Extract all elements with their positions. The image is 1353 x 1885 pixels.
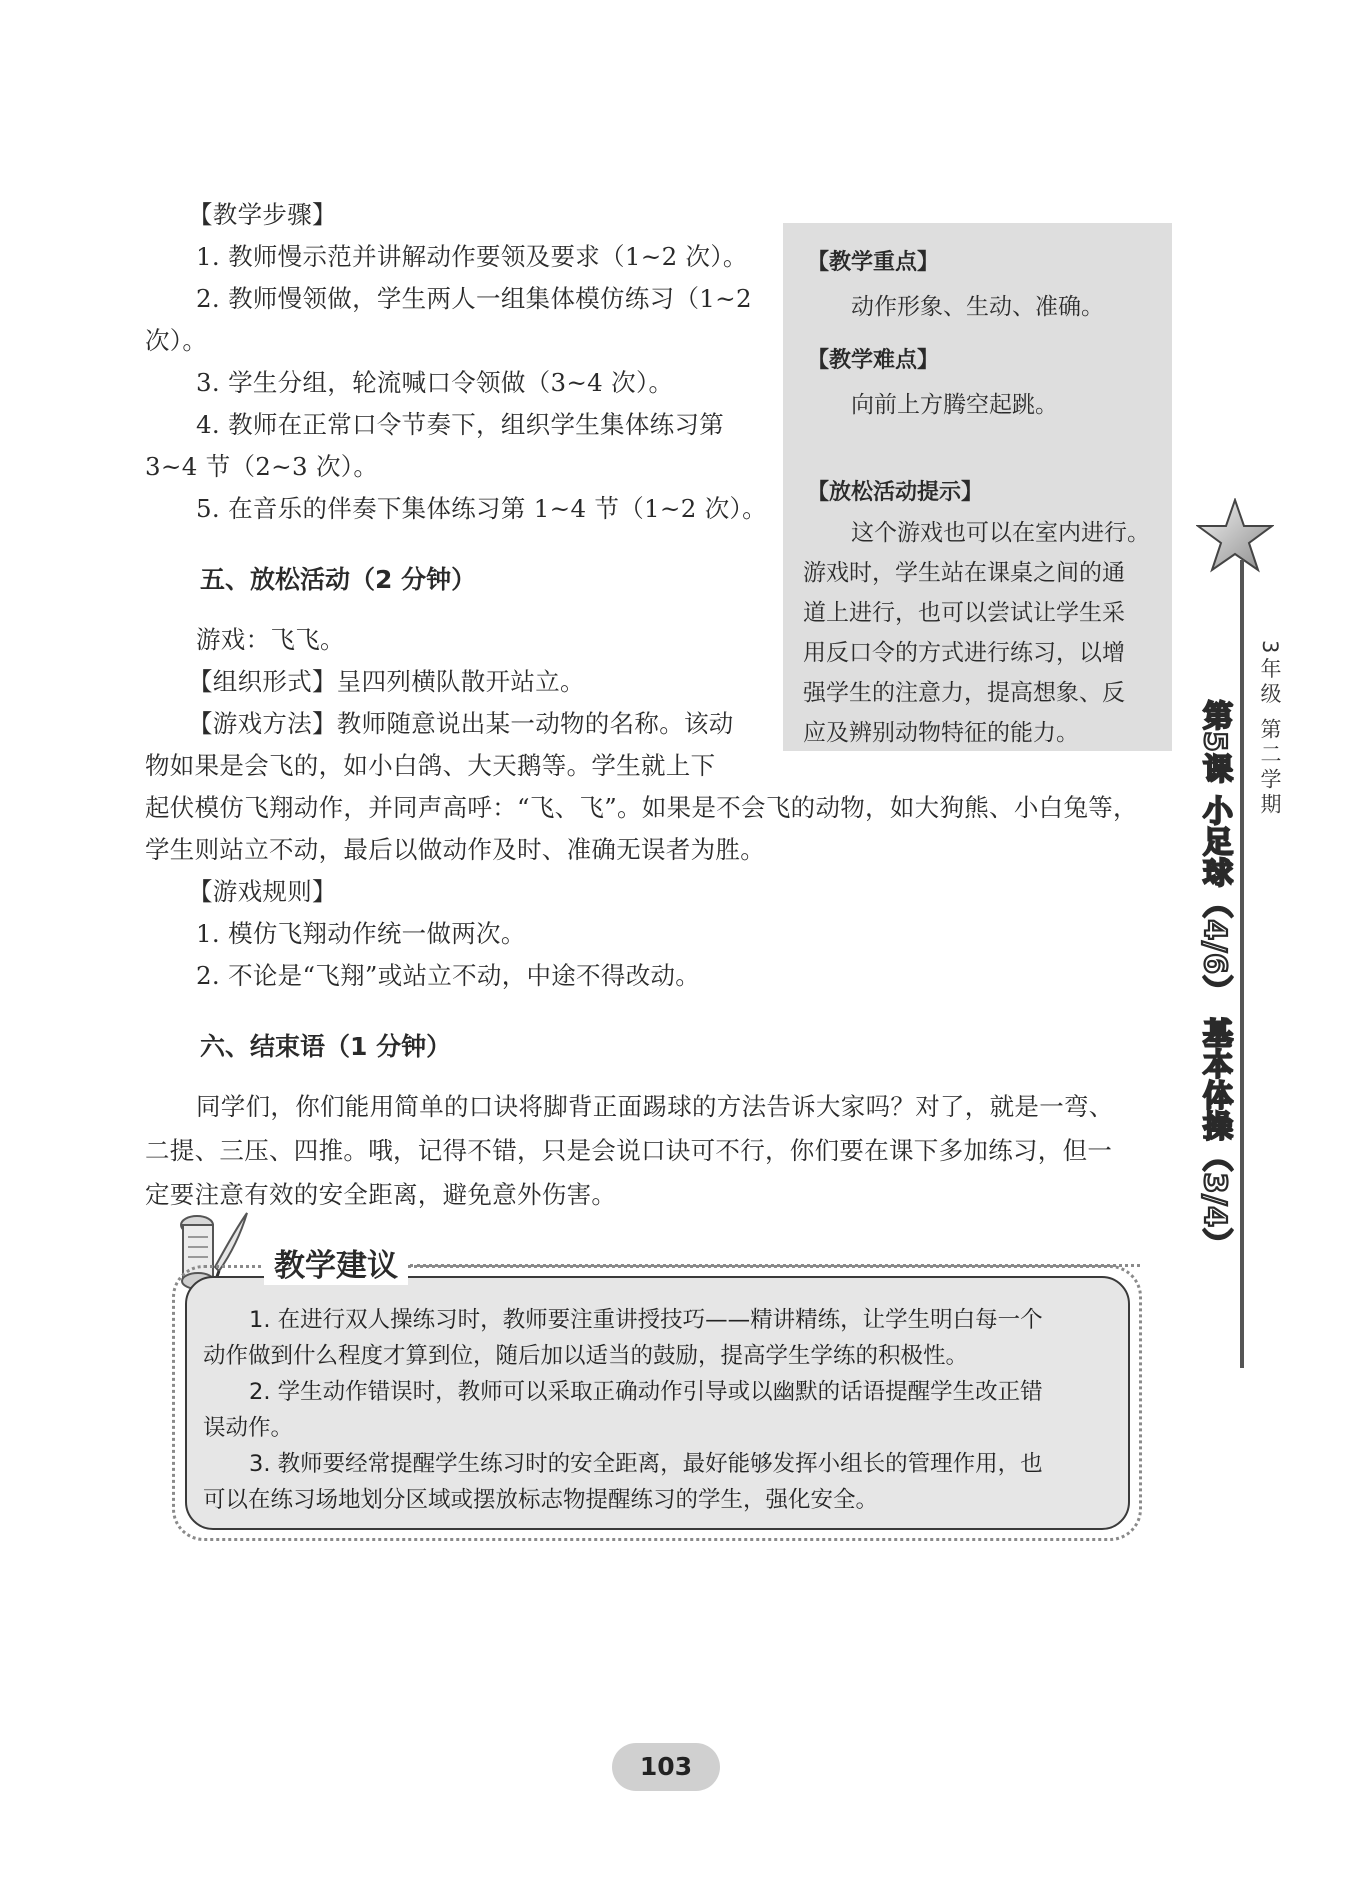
rule-1: 1. 模仿飞翔动作统一做两次。	[196, 919, 526, 948]
suggestion-1-line-2: 动作做到什么程度才算到位，随后加以适当的鼓励，提高学生学练的积极性。	[203, 1343, 969, 1369]
suggestion-3-line-2: 可以在练习场地划分区域或摆放标志物提醒练习的学生，强化安全。	[203, 1487, 879, 1513]
game-method-line-1: 【游戏方法】教师随意说出某一动物的名称。该动	[188, 709, 734, 738]
star-icon	[1196, 498, 1274, 574]
relax-tip-line-3: 道上进行，也可以尝试让学生采	[803, 600, 1125, 626]
page-number: 103	[612, 1743, 720, 1791]
step-2-line-1: 2. 教师慢领做，学生两人一组集体模仿练习（1~2	[196, 284, 752, 313]
relax-tip-line-2: 游戏时，学生站在课桌之间的通	[803, 560, 1125, 586]
step-1: 1. 教师慢示范并讲解动作要领及要求（1~2 次）。	[196, 242, 748, 271]
suggestion-1-line-1: 1. 在进行双人操练习时，教师要注重讲授技巧——精讲精练，让学生明白每一个	[249, 1307, 1043, 1333]
section-6-heading: 六、结束语（1 分钟）	[200, 1032, 452, 1061]
steps-heading: 【教学步骤】	[188, 200, 337, 229]
step-5: 5. 在音乐的伴奏下集体练习第 1~4 节（1~2 次）。	[196, 494, 767, 523]
closing-line-1: 同学们，你们能用简单的口诀将脚背正面踢球的方法告诉大家吗？对了，就是一弯、	[196, 1092, 1114, 1121]
relax-tip-line-6: 应及辨别动物特征的能力。	[803, 720, 1079, 746]
grade-term-label: 3年级 第二学期	[1258, 640, 1282, 819]
relax-tip-line-5: 强学生的注意力，提高想象、反	[803, 680, 1125, 706]
suggestion-title-rule	[410, 1264, 1140, 1267]
sidebar-box	[783, 223, 1172, 751]
relax-tip-line-1: 这个游戏也可以在室内进行。	[851, 520, 1150, 546]
closing-line-2: 二提、三压、四推。哦，记得不错，只是会说口诀可不行，你们要在课下多加练习，但一	[145, 1136, 1113, 1165]
lesson-title: 第5课 小足球（4/6） 基本体操（3/4）	[1197, 700, 1232, 1260]
organization-form: 【组织形式】呈四列横队散开站立。	[188, 667, 585, 696]
suggestion-2-line-1: 2. 学生动作错误时，教师可以采取正确动作引导或以幽默的话语提醒学生改正错	[249, 1379, 1043, 1405]
step-4-line-2: 3~4 节（2~3 次）。	[145, 452, 379, 481]
game-name: 游戏：飞飞。	[196, 625, 345, 654]
suggestion-2-line-2: 误动作。	[203, 1415, 294, 1441]
rules-heading: 【游戏规则】	[188, 877, 337, 906]
key-points-text: 动作形象、生动、准确。	[851, 294, 1104, 320]
step-2-line-2: 次）。	[145, 326, 208, 355]
step-4-line-1: 4. 教师在正常口令节奏下，组织学生集体练习第	[196, 410, 725, 439]
game-method-line-2: 物如果是会飞的，如小白鸽、大天鹅等。学生就上下	[145, 751, 716, 780]
rule-2: 2. 不论是“飞翔”或站立不动，中途不得改动。	[196, 961, 701, 990]
suggestion-title: 教学建议	[264, 1240, 408, 1285]
suggestion-3-line-1: 3. 教师要经常提醒学生练习时的安全距离，最好能够发挥小组长的管理作用，也	[249, 1451, 1043, 1477]
relax-tip-line-4: 用反口令的方式进行练习，以增	[803, 640, 1125, 666]
closing-line-3: 定要注意有效的安全距离，避免意外伤害。	[145, 1180, 617, 1209]
difficulty-text: 向前上方腾空起跳。	[851, 392, 1058, 418]
key-points-title: 【教学重点】	[807, 250, 940, 275]
step-3: 3. 学生分组，轮流喊口令领做（3~4 次）。	[196, 368, 674, 397]
relax-tip-title: 【放松活动提示】	[807, 480, 984, 505]
difficulty-title: 【教学难点】	[807, 348, 940, 373]
side-tab-line	[1240, 560, 1244, 1368]
game-method-line-3: 起伏模仿飞翔动作，并同声高呼：“飞、飞”。如果是不会飞的动物，如大狗熊、小白兔等，	[145, 793, 1138, 822]
game-method-line-4: 学生则站立不动，最后以做动作及时、准确无误者为胜。	[145, 835, 765, 864]
section-5-heading: 五、放松活动（2 分钟）	[200, 565, 477, 594]
